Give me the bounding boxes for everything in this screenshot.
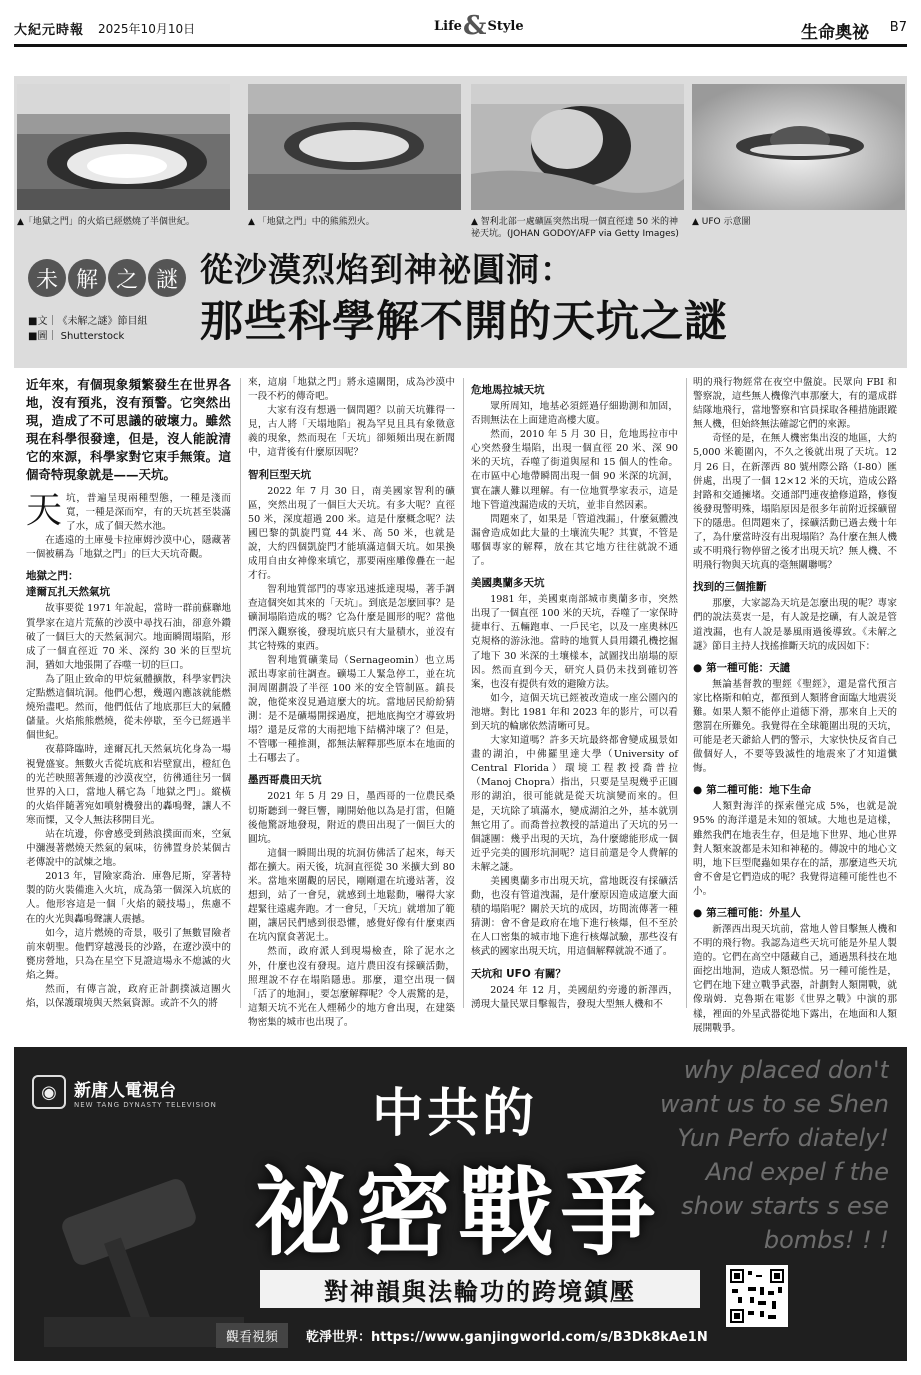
caption-photo-1: ▲「地獄之門」的火焰已經燃燒了半個世紀。 (17, 217, 195, 227)
paragraph: 站在坑邊，你會感受到熱浪撲面而來，空氣中瀰漫著燃燒天然氣的氣味，彷彿置身於某個古老傳說中的試煉之地。 (26, 828, 231, 869)
series-tag-char: 解 (68, 259, 106, 297)
watch-video-label[interactable]: 觀看視頻 (216, 1323, 288, 1348)
paragraph: 智利地質部門的專家迅速抵達現場，著手調查這個突如其來的「天坑」。到底是怎麼回事？是礦洞塌陷造成的嗎？它為什麼是圓形的呢？當他們深入觀察後，發現坑底只有大量積水，並沒有其它特殊的東西。 (248, 584, 455, 652)
paragraph: 新澤西出現天坑前，當地人曾目擊無人機和不明的飛行物。我認為這些天坑可能是外星人製造的。它們在高空中隱藏自己，通過黑科技在地面挖出地洞，造成人類恐慌。另一種可能性是，它們在地下建立戰爭武器，計劃對人類開戰，就像瑞姆．克魯斯在電影《世界之戰》中演的那樣，裡面的外星武器從地下露出，在地面和人類展開戰爭。 (693, 924, 897, 1034)
ad-background-text: why placed don't want us to se Shen Yun Perfo diately! And expel f the show starts s ese bombs! ! ! (660, 1056, 889, 1254)
paragraph: 2021 年 5 月 29 日，墨西哥的一位農民桑切斯聽到一聲巨響，剛開始他以為是打雷，但隨後他驚訝地發現，附近的農田出現了一個巨大的圓坑。 (248, 791, 455, 845)
paragraph: 2024 年 12 月，美國紐約旁邊的新澤西，湧現大量民眾目擊報告，發現大型無人機和不 (471, 984, 678, 1010)
paragraph: 無論基督教的聖經《聖經》，還是當代預言家比格斯和帕克，都預到人類將會面臨大地震災難。如果人類不能停止道德下滑，那來自上天的懲罰在所難免。我覺得在全球範圍出現的天坑，可能是老天爺給人們的警示，大家快快反省自己做個好人，不要等毀滅性的地震來了才知道懺悔。 (693, 678, 897, 775)
issue-date: 2025年10月10日 (98, 21, 196, 36)
paragraph: 那麼，大家認為天坑是怎麼出現的呢？專家們的說法莫衷一是，有人說是挖礦，有人說是管道洩漏，也有人說是暴風雨過後導致。《未解之謎》節目主持人找搖推斷天坑的成因如下： (693, 598, 897, 652)
caption-photo-3: ▲ 智利北部一處礦區突然出現一個直徑達 50 米的神祕天坑。(JOHAN GODOY/AFP via Getty Images) (471, 217, 679, 239)
headline-line-2: 那些科學解不開的天坑之謎 (200, 297, 728, 347)
byline-text: ■文｜《未解之謎》節目組 (28, 316, 148, 327)
byline-image: ■圖｜ Shutterstock (28, 331, 125, 342)
masthead: 大紀元時報 (14, 22, 85, 38)
ad-title-big: 祕密戰爭 (254, 1157, 662, 1269)
column-divider (686, 378, 687, 1008)
subhead-orlando-sinkhole: 美國奧蘭多天坑 (471, 577, 545, 590)
drop-cap: 天 (26, 490, 63, 531)
caption-photo-2: ▲ 「地獄之門」中的熊熊烈火。 (248, 217, 375, 227)
paragraph: 大家有沒有想過一個問題？以前天坑難得一見，古人將「天塌地陷」視為罕見且具有象徵意義的現象，然而現在「天坑」卻頻頻出現在新聞中，這背後有什麼原因呢？ (248, 405, 455, 459)
paragraph: 智利地質礦業局（Sernageomin）也立馬派出專家前往調查。礦場工人緊急停工，並在坑洞周圍劃設了半徑 100 米的安全管制區。鎮長說，他從來沒見過這麼大的坑。當地居民紛紛猜測：是不是礦場開採過度，把地底掏空才導致坍塌？還是反常的大雨把地下結構沖壞了？但是，不管哪一種推測，都無法解釋那些原本在地面的土石哪去了。 (248, 654, 455, 765)
subhead-three-theories: 找到的三個推斷 (693, 581, 767, 594)
paragraph (26, 492, 231, 534)
headline-line-1: 從沙漠烈焰到神祕圓洞： (200, 250, 574, 289)
subhead-guatemala-sinkhole: 危地馬拉城天坑 (471, 384, 545, 396)
header-rule (14, 44, 907, 47)
paragraph: 美國奧蘭多市出現天坑，當地既沒有採礦活動，也沒有管道洩漏，是什麼原因造成這麼大面積的塌陷呢？關於天坑的成因，坊間流傳著一種猜測：會不會是政府在地下進行核爆，但不至於在人口密集的城市地下進行核爆試驗，那些沒有核武的國家出現天坑，用這個解釋就說不通了。 (471, 876, 678, 958)
ad-subtitle: 對神韻與法輪功的跨境鎮壓 (260, 1270, 700, 1308)
paragraph: 來，這扇「地獄之門」將永遠關閉，成為沙漠中一段不朽的傳奇吧。 (248, 377, 455, 403)
article-column-4 (693, 376, 897, 1036)
subhead-line: 達爾瓦扎天然氣坑 (26, 586, 110, 599)
photo-ufo-illustration (692, 84, 905, 210)
paragraph: 明的飛行物經常在夜空中盤旋。民眾向 FBI 和警察說，這些無人機像汽車那麼大，有的還成群結隊地飛行，當地警察和官員採取各種措施跟蹤無人機，但始終無法確認它們的來源。 (693, 377, 897, 431)
subhead-theory-3: ● 第三種可能：外星人 (693, 905, 897, 921)
style-label: Style (487, 18, 524, 34)
subhead-theory-2: ● 第二種可能：地下生命 (693, 782, 897, 798)
ntd-brand-name: 新唐人電視台 (74, 1080, 176, 1101)
paragraph: 夜幕降臨時，達爾瓦扎天然氣坑化身為一場視覺盛宴。無數火舌從坑底和岩壁竄出，橙紅色的光芒映照著無邊的沙漠夜空，彷彿通往另一個世界的入口，當地人稱它為「地獄之門」。縱橫的火焰伴隨著宛如噴射機發出的轟鳴聲，讓人不寒而慄，又令人無法移開目光。 (26, 744, 231, 826)
series-tag (28, 259, 188, 297)
paragraph: 如今，這片燃燒的奇景，吸引了無數冒險者前來朝聖。他們穿越漫長的沙路，在遼沙漠中的甕房營地，只為在星空下見證這場永不熄滅的火焰之舞。 (26, 927, 231, 981)
article-column-2 (248, 376, 455, 1030)
series-tag-char: 之 (108, 259, 146, 297)
paragraph: 眾所周知，地基必須經過仔細勘測和加固，否則無法在上面建造高樓大廈。 (471, 401, 678, 427)
photo-chile-sinkhole (471, 84, 684, 210)
subhead-ufo: 天坑和 UFO 有關？ (471, 967, 566, 980)
article-intro: 近年來，有個現象頻繁發生在世界各地，沒有預兆，沒有預警。它突然出現，造成了不可思議的破壞力。雖然現在科學很發達，但是，沒人能說清它的來源，科學家對它束手無策。這個奇特現象就是——天坑。 (26, 377, 231, 482)
section-name: 生命奧祕 (801, 23, 869, 43)
paragraph: 故事要從 1971 年說起，當時一群前蘇聯地質學家在這片荒蕪的沙漠中尋找石油，卻意外鑽破了一個巨大的天然氣洞穴。地面瞬間塌陷，形成了一個直徑近 70 米、深約 30 米的巨型坑洞，猶如大地張開了吞噬一切的巨口。 (26, 603, 231, 671)
paragraph: 1981 年，美國東南部城市奧蘭多市，突然出現了一個直徑 100 米的天坑，吞噬了一家保時捷車行、五輛跑車、一戶民宅，以及一座奧林匹克規格的游泳池。當時的地質人員用鑽孔機挖掘了地下 30 米深的土壤樣本，試圖找出崩塌的原因。然而直到今天，研究人員仍未找到確切答案，也沒有提供有效的避險方法。 (471, 594, 678, 690)
page-number: B7 (889, 20, 907, 35)
ad-title-small: 中共的 (372, 1084, 538, 1144)
ad-url-link[interactable]: 乾淨世界：https://www.ganjingworld.com/s/B3Dk8kAe1N (306, 1330, 708, 1345)
paragraph: 人類對海洋的探索僅完成 5%，也就是說 95% 的海洋還是未知的領域。大地也是這樣，雖然我們在地表生存，但是地下世界、地心世界對人類來說都是未知和神秘的。傳說中的地心文明，地下巨型爬蟲如果存在的話，那麼這些天坑會不會是它們造成的呢？我覺得這種可能性也不小。 (693, 801, 897, 897)
paragraph: 2013 年，冒險家喬治．庫魯尼斯，穿著特製的防火裝備進入火坑，成為第一個深入坑底的人。他形容這是一個「火焰的競技場」，焦慮不在的火光與轟鳴聲讓人震撼。 (26, 871, 231, 925)
article-column-3 (471, 376, 678, 1012)
photo-gates-of-hell-fire (248, 84, 461, 210)
life-style-logo (434, 11, 524, 41)
subhead-theory-1: ● 第一種可能：天譴 (693, 660, 897, 676)
page-header (14, 11, 907, 43)
paragraph: 如今，這個天坑已經被改造成一座公園內的池塘。對比 1981 年和 2023 年的影片，可以看到天坑的輪廓依然清晰可見。 (471, 692, 678, 732)
series-tag-char: 未 (28, 259, 66, 297)
paragraph: 大家知道嗎？許多天坑最終都會變成風景如畫的湖泊，中佛羅里達大學（University of Central Florida）環境工程教授喬普拉（Manoj Chopra）指出，只要是呈現幾乎正圓形的湖泊，很可能就是從天坑演變而來的。但是，天坑除了填滿水，變成湖泊之外，基本就別無它用了。而喬普拉教授的話道出了天坑的另一個謎團：幾乎出現的天坑，為什麼總能形成一個近乎完美的圓形坑洞呢？這目前還是令人費解的未解之謎。 (471, 735, 678, 873)
column-divider (463, 378, 464, 1008)
ntd-advertisement[interactable] (14, 1047, 907, 1361)
paragraph: 問題來了，如果是「管道洩漏」，什麼氣體洩漏會造成如此大量的土壤流失呢？其實，不管是哪個專家的解釋，放在其它地方往往就說不通了。 (471, 513, 678, 568)
ntd-brand (32, 1075, 217, 1109)
paragraph: 奇怪的是，在無人機密集出沒的地區，大約 5,000 米範圍內，不久之後就出現了天坑。12 月 26 日，在新澤西 80 號州際公路（I-80）匯併處，出現了一個 12×12 米的天坑，造成公路封路和交通擁堵。交通部門連夜搶修道路，修復後發現警明殊，塌陷原因是很多年前附近採礦留下的隱患。但問題來了，採礦活動已過去幾十年了，為什麼當時沒有出現塌陷？為什麼在無人機或不明飛行物停留之後才出現天坑？無人機、不明飛行物與天坑真的毫無關聯嗎？ (693, 433, 897, 572)
paragraph: 2022 年 7 月 30 日，南美國家智利的礦區，突然出現了一個巨大天坑。有多大呢？直徑 50 米，深度超過 200 米。這是什麼概念呢？法國巴黎的凱旋門寬 44 米、高 50 米，也就是說，大約四個凱旋門才能填滿這個天坑。如果換成用自由女神像來填它，那要兩座雕像疊在一起才行。 (248, 485, 455, 582)
subhead-mexico-sinkhole: 墨西哥農田天坑 (248, 774, 322, 787)
gavel-icon (44, 1177, 264, 1347)
series-tag-char: 謎 (148, 259, 186, 297)
ampersand-glyph: & (462, 11, 487, 41)
paragraph: 然而，有傳言說，政府正計劃撲滅這團火焰，以保護環境與天然氣資源。或許不久的將 (26, 984, 231, 1010)
article-column-1 (26, 376, 231, 1011)
paragraph: 為了阻止致命的甲烷氣體擴散，科學家們決定點燃這個坑洞。他們心想，幾週內應該就能燃燒殆盡吧。然而，他們低估了地底那巨大的氣體儲量。火焰熊熊燃燒，從未停歇，至今已經過半個世紀。 (26, 673, 231, 742)
ntd-logo-icon: ◉ (32, 1075, 66, 1109)
subhead-gates-of-hell (26, 568, 231, 600)
subhead-line: 地獄之門： (26, 570, 79, 583)
lead-section (14, 76, 907, 368)
life-label: Life (434, 18, 462, 34)
column-divider (240, 378, 241, 1008)
paragraph-text: 坑，普遍呈現兩種型態，一種是淺而寬，一種是深而窄，有的天坑甚至裝滿了水，成了個天然水池。 (66, 493, 231, 533)
paragraph: 在遙遠的土庫曼卡拉庫姆沙漠中心，隱藏著一個被稱為「地獄之門」的巨大天坑奇觀。 (26, 535, 231, 561)
qr-code-icon[interactable] (726, 1265, 788, 1327)
byline (28, 314, 147, 344)
photo-gates-of-hell-aerial (17, 84, 230, 210)
subhead-chile-sinkhole: 智利巨型天坑 (248, 468, 311, 481)
paragraph: 這個一瞬間出現的坑洞仿佛活了起來，每天都在擴大。兩天後，坑洞直徑從 30 米擴大到 80 米。當地來圍觀的居民，剛剛還在坑邊站著，沒想到，站了一會兒，就感到土地鬆動，嚇得大家趕緊往遠處奔跑。才一會兒，「天坑」就增加了範圍，讓居民們感到很恐懼，感覺好像有什麼東西在坑內竄食著泥土。 (248, 847, 455, 944)
ntd-brand-english: NEW TANG DYNASTY TELEVISION (74, 1100, 217, 1109)
paragraph: 然而，2010 年 5 月 30 日，危地馬拉市中心突然發生塌陷，出現一個直徑 20 米、深 90 米的天坑，吞噬了街道與屋和 15 個人的性命。在市區中心地帶瞬間出現一個 90 米深的坑洞，實在讓人難以理解。有一位地質學家表示，這是地下管道洩漏造成的天坑，並非自然因素。 (471, 429, 678, 511)
caption-photo-4: ▲ UFO 示意圖 (692, 217, 751, 227)
paragraph: 然而，政府派人到現場檢查，除了泥水之外，什麼也沒有發現。這片農田沒有採礦活動，照理說不存在塌陷隱患。那麼，還空出現一個「活了的地洞」，要怎麼解釋呢？令人震驚的是，這類天坑不光在人煙稀少的地方會出現，在建築物密集的城市也出現了。 (248, 946, 455, 1028)
